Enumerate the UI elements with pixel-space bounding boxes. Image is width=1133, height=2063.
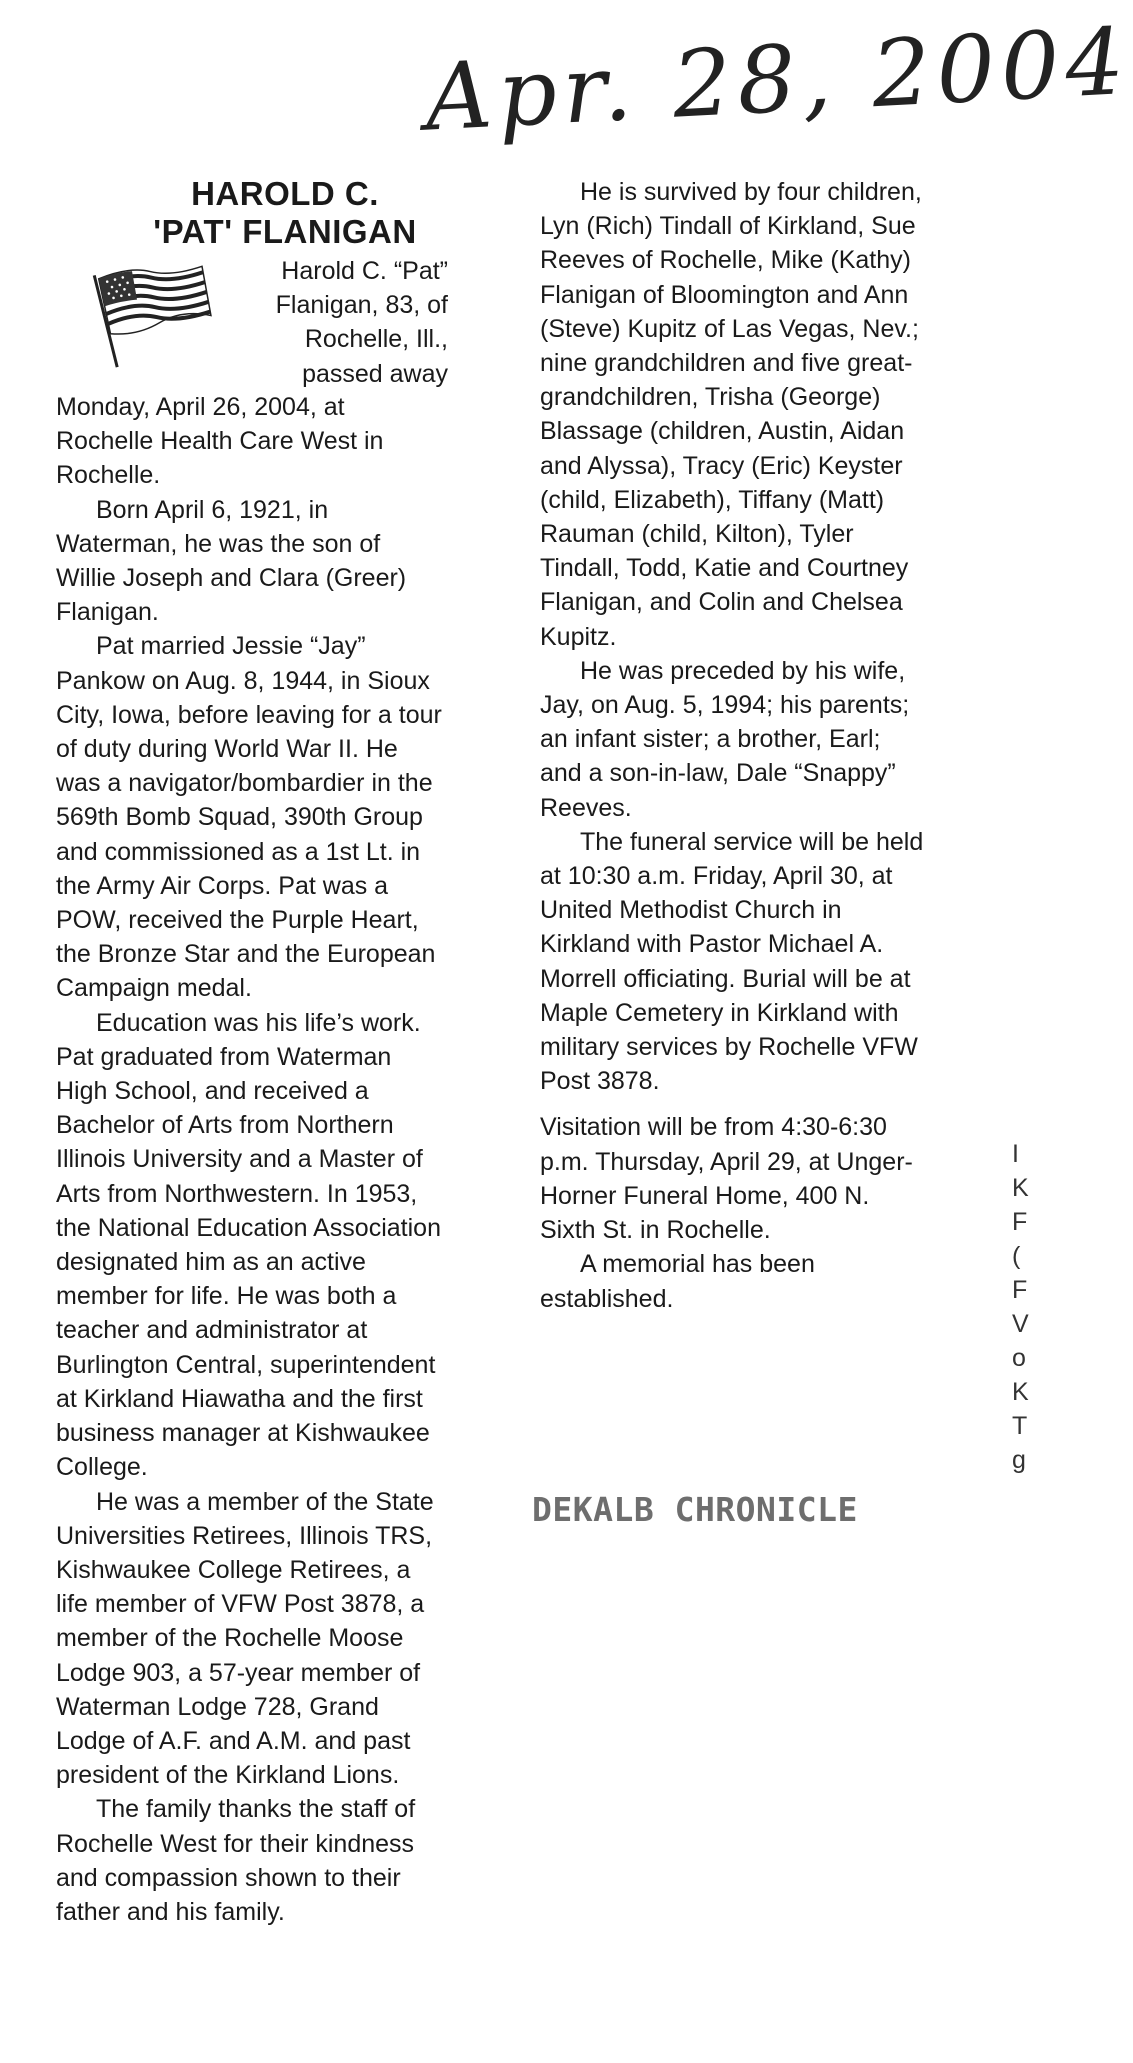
paragraph-survivors: He is survived by four children, Lyn (Rich) Tindall of Kirkland, Sue Reeves of Rochelle, Mike (Kathy) Flanigan of Bloomington and Ann (Steve) Kupitz of Las Vegas, Nev.; nine grandchildren and five great-grandchildren, Trisha (George) Blassage (children, Austin, Aidan and Alyssa), Tracy (Eric) Keyster (child, Elizabeth), Tiffany (Matt) Rauman (child, Kilton), Tyler Tindall, Todd, Katie and Courtney Flanigan, and Colin and Chelsea Kupitz. [540, 178, 922, 651]
paragraph-death-notice: Monday, April 26, 2004, at Rochelle Health Care West in Rochelle. [56, 393, 384, 490]
obituary-headline [120, 175, 450, 251]
handwritten-date: Apr. 28, 2004 [422, 7, 1133, 152]
edge-fragment: o [1012, 1344, 1026, 1372]
lead-line: Flanigan, 83, of [275, 291, 448, 320]
paragraph-preceded: He was preceded by his wife, Jay, on Aug. 5, 1994; his parents; an infant sister; a brother, Earl; and a son-in-law, Dale “Snappy” Reeves. [540, 656, 910, 822]
edge-fragment: T [1012, 1412, 1028, 1440]
american-flag-icon [86, 262, 214, 364]
lead-text [258, 254, 448, 391]
paragraph-memberships: He was a member of the State Universities Retirees, Illinois TRS, Kishwaukee College Retirees, a life member of VFW Post 3878, a member of the Rochelle Moose Lodge 903, a 57-year member of Waterman Lodge 728, Grand Lodge of A.F. and A.M. and past president of the Kirkland Lions. [56, 1487, 434, 1790]
headline-line-2: 'PAT' FLANIGAN [153, 213, 417, 250]
lead-line: passed away [302, 359, 448, 388]
paragraph-visitation: Visitation will be from 4:30-6:30 p.m. Thursday, April 29, at Unger-Horner Funeral Home, 400 N. Sixth St. in Rochelle. [540, 1113, 913, 1245]
paragraph-education: Education was his life’s work. Pat graduated from Waterman High School, and received a Bachelor of Arts from Northern Illinois University and a Master of Arts from Northwestern. In 1953, the National Education Association designated him as an active member for life. He was both a teacher and administrator at Burlington Central, superintendent at Kirkland Hiawatha and the first business manager at Kishwaukee College. [56, 1008, 441, 1482]
lead-line: Harold C. “Pat” [281, 257, 448, 285]
headline-line-1: HAROLD C. [191, 175, 379, 212]
edge-fragment: K [1012, 1174, 1029, 1202]
edge-fragment: F [1012, 1208, 1028, 1236]
edge-fragment: F [1012, 1276, 1028, 1304]
lead-line: Rochelle, Ill., [304, 325, 448, 354]
left-column [56, 390, 446, 1929]
right-column [540, 175, 925, 1316]
paragraph-funeral: The funeral service will be held at 10:30 a.m. Friday, April 30, at United Methodist Church in Kirkland with Pastor Michael A. Morrell officiating. Burial will be at Maple Cemetery in Kirkland with military services by Rochelle VFW Post 3878. [540, 827, 924, 1096]
edge-fragment: g [1012, 1446, 1026, 1474]
paragraph-thanks: The family thanks the staff of Rochelle West for their kindness and compassion shown to their father and his family. [56, 1795, 416, 1926]
edge-fragment: K [1012, 1378, 1029, 1406]
edge-fragment: ( [1012, 1242, 1021, 1270]
paragraph-military: Pat married Jessie “Jay” Pankow on Aug. 8, 1944, in Sioux City, Iowa, before leaving for a tour of duty during World War II. He was a navigator/bombardier in the 569th Bomb Squad, 390th Group and commissioned as a 1st Lt. in the Army Air Corps. Pat was a POW, received the Purple Heart, the Bronze Star and the European Campaign medal. [56, 632, 442, 1003]
paragraph-birth: Born April 6, 1921, in Waterman, he was the son of Willie Joseph and Clara (Greer) Flanigan. [56, 495, 407, 627]
edge-fragment: I [1012, 1140, 1019, 1168]
paragraph-memorial: A memorial has been established. [540, 1250, 815, 1313]
newspaper-source: DEKALB CHRONICLE [532, 1490, 858, 1529]
edge-fragment: V [1012, 1310, 1029, 1338]
